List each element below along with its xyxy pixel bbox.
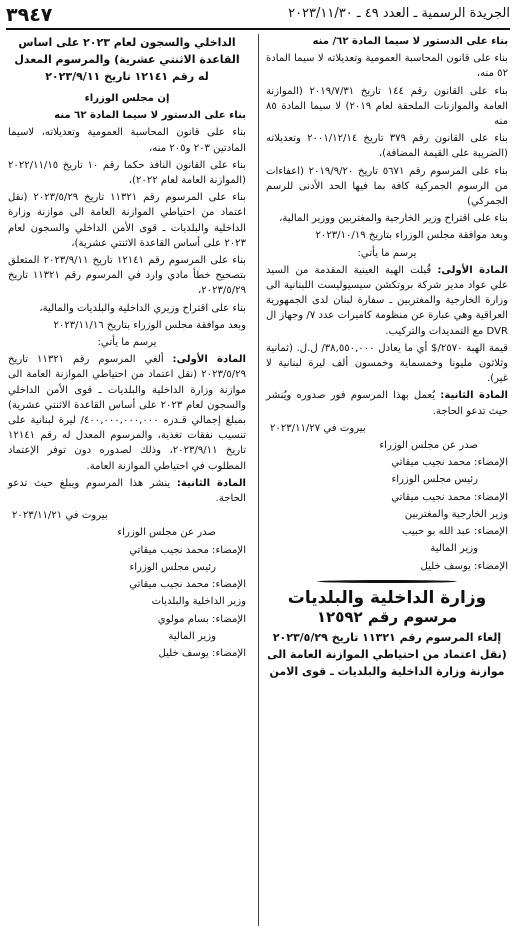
decree-number: مرسوم رقم ١٢٥٩٢ <box>316 607 458 626</box>
right-p1: بناء على الدستور لا سيما المادة ٦٢/ منه <box>312 36 508 47</box>
article-1-label: المادة الأولى: <box>437 264 509 276</box>
council-heading: إن مجلس الوزراء <box>84 93 170 104</box>
left-p5: بناء على المرسوم رقم ١٢١٤١ تاريخ ٢٠٢٣/٩/١١ المتعلق بتصحيح خطأ مادي وارد في المرسوم رقم ١١٣٢١ تاريخ ٢٠٢٣/٥/٢٩، <box>8 255 247 297</box>
right-article-1 <box>266 263 508 339</box>
ministry-heading: وزارة الداخلية والبلديات <box>287 587 487 608</box>
right-date: بيروت في ٢٠٢٣/١١/٢٧ <box>270 422 366 434</box>
journal-title: الجريدة الرسمية ـ العدد ٤٩ ـ ٢٠٢٣/١١/٣٠ <box>288 6 510 21</box>
left-sig-5: وزير الداخلية والبلديات <box>151 596 246 608</box>
left-p8: يرسم ما يأتي: <box>97 337 157 349</box>
left-article-2-label: المادة الثانية: <box>176 477 246 489</box>
right-article-2 <box>266 388 508 418</box>
article-2-label: المادة الثانية: <box>440 390 508 402</box>
right-p6: بناء على اقتراح وزير الخارجية والمغتربين ووزير المالية، <box>279 213 508 225</box>
left-p2: بناء على قانون المحاسبة العمومية وتعديلاته، لاسيما المادتين ٢٠٣ و٢٠٥ منه، <box>8 127 246 154</box>
left-sig-4: الإمضاء: محمد نجيب ميقاتي <box>129 579 246 591</box>
right-sig-3: رئيس مجلس الوزراء <box>391 474 478 486</box>
left-article-1-text: ألغي المرسوم رقم ١١٣٢١ تاريخ ٢٠٢٣/٥/٢٩ (نقل اعتماد من احتياطي الموازنة العامة الى موازنة وزارة الداخلية والبلديات ـ قوى الأمن الداخلي والسجون لعام ٢٠٢٣ على أساس القاعدة الاثنتي عشرية) بمبلغ إجمالي قـدره ٤٠٠,٠٠٠,٠٠٠,٠٠٠/ ليرة لبنانية على تنسيب نفقات تغذية، والمرسوم المعدل له رقم ١٢١٤١ تاريخ ٢٠٢٣/٩/١١، وذلك لصدوره دون توفر الإعتماد المطلوب في احتياطي الموازنة العامة. <box>8 354 247 472</box>
left-p3: بناء على القانون النافذ حكما رقم ١٠ تاريخ ٢٠٢٢/١١/١٥ (الموازنة العامة لعام ٢٠٢٢)، <box>8 159 246 187</box>
left-title: الداخلي والسجون لعام ٢٠٢٣ على اساس القاعدة الاثنتي عشرية) والمرسوم المعدل له رقم ١٢١٤١ تاريخ ٢٠٢٣/٩/١١ <box>14 36 240 83</box>
left-p7: وبعد موافقة مجلس الوزراء بتاريخ ٢٠٢٣/١١/١٦ <box>53 319 246 331</box>
left-date: بيروت في ٢٠٢٣/١١/٢١ <box>12 510 108 522</box>
article-2-text: يُعمل بهذا المرسوم فور صدوره ويُنشر حيث تدعو الحاجة. <box>266 390 508 417</box>
page-number: ٣٩٤٧ <box>6 4 53 26</box>
left-sig-6: الإمضاء: بسام مولوي <box>157 613 246 625</box>
right-sig-2: الإمضاء: محمد نجيب ميقاتي <box>391 457 508 469</box>
right-p2: بناء على قانون المحاسبة العمومية وتعديلاته لا سيما المادة ٥٢ منه، <box>266 53 508 80</box>
left-sig-3: رئيس مجلس الوزراء <box>129 561 216 573</box>
section-divider <box>317 580 457 583</box>
right-article-1b: قيمة الهبة ٢٥٧٠/$ أي ما يعادل ٣٨,٥٥٠,٠٠٠/ ل.ل. (ثمانية وثلاثون مليونا وخمسماية وخمسون ألف ليرة لبنانية لا غير). <box>266 342 509 385</box>
left-article-1-label: المادة الأولى: <box>172 354 246 366</box>
left-column <box>8 34 246 663</box>
decree-title: إلغاء المرسوم رقم ١١٣٢١ تاريخ ٢٠٢٣/٥/٢٩ (نقل اعتماد من احتياطي الموازنة العامة الى موازنة وزارة الداخلية والبلديات ـ قوى الامن <box>267 631 507 679</box>
right-sig-5: وزير الخارجية والمغتربين <box>404 508 508 520</box>
header-rule <box>6 28 510 30</box>
left-p4: بناء على المرسوم رقم ١١٣٢١ تاريخ ٢٠٢٣/٥/٢٩ (نقل اعتماد من احتياطي الموازنة العامة الى موازنة وزارة الداخلية والبلديات ـ قوى الأمن الداخلي والسجون لعام ٢٠٢٣ على أساس القاعدة الاثنتي عشرية)، <box>8 192 246 249</box>
right-sig-8: الإمضاء: يوسف خليل <box>420 560 508 572</box>
right-p7: وبعد موافقة مجلس الوزراء بتاريخ ٢٠٢٣/١٠/١٩ <box>315 230 508 242</box>
right-sig-6: الإمضاء: عبد الله بو حبيب <box>401 526 508 538</box>
left-p1: بناء على الدستور لا سيما المادة ٦٢ منه <box>54 110 246 122</box>
left-article-2-text: ينشر هذا المرسوم ويبلغ حيث تدعو الحاجة. <box>8 477 246 505</box>
article-1-text: قُبلت الهبة العينية المقدمة من السيد علي عواد مدير شركة بروتكشن سيسيوليست اللبنانية الى وزارة الخارجية والمغتربين ـ سفارة لبنان لدى الجمهورية العراقية وهي عبارة عن منظومة كاميرات عدد ٧/ وجهاز ال DVR مع التمديدات والتركيب. <box>266 264 508 337</box>
left-article-2 <box>8 476 246 506</box>
right-column <box>266 34 508 680</box>
right-p3: بناء على القانون رقم ١٤٤ تاريخ ٢٠١٩/٧/٣١ (الموازنة العامة والموازنات الملحقة لعام ٢٠١٩) لا سيما المادة ٨٥ منه <box>266 85 508 128</box>
left-sig-1: صدر عن مجلس الوزراء <box>117 527 216 539</box>
right-p8: يرسم ما يأتي: <box>357 247 417 259</box>
right-sig-7: وزير المالية <box>430 543 478 555</box>
right-p5: بناء على المرسوم رقم ٥٦٧١ تاريخ ٢٠١٩/٩/٢٠ (اعفاءات من الرسوم الجمركية كافة بما فيها الحد الأدنى للرسم الجمركي) <box>266 165 508 208</box>
column-divider <box>258 34 259 926</box>
page-header <box>6 4 510 26</box>
right-sig-1: صدر عن مجلس الوزراء <box>379 440 478 452</box>
right-sig-4: الإمضاء: محمد نجيب ميقاتي <box>391 491 508 503</box>
left-sig-8: الإمضاء: يوسف خليل <box>158 647 246 659</box>
left-article-1 <box>8 352 246 474</box>
right-p4: بناء على القانون رقم ٣٧٩ تاريخ ٢٠٠١/١٢/١٤ وتعديلاته (الضريبة على القيمة المضافة)، <box>266 133 508 160</box>
left-sig-2: الإمضاء: محمد نجيب ميقاتي <box>129 544 246 556</box>
left-sig-7: وزير المالية <box>168 630 216 642</box>
left-p6: بناء على اقتراح وزيري الداخلية والبلديات والمالية، <box>39 302 246 314</box>
